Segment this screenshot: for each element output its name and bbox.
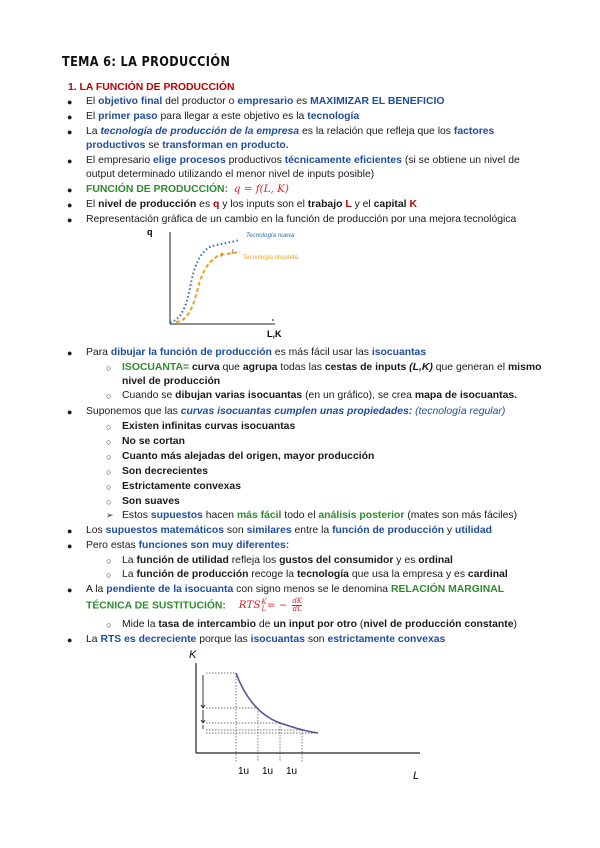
line-tecnologia: La tecnología de producción de la empresa es la relación que refleja que los factores: [86, 126, 495, 137]
delta-k-arrow: [201, 710, 205, 723]
line-produccion-cardinal: La función de producción recoge la tecnología que usa la empresa y es cardinal: [122, 569, 508, 580]
bullet: ●: [67, 156, 73, 166]
sub-bullet: ○: [106, 467, 112, 477]
property-item: Son decrecientes: [122, 466, 209, 477]
line-mapa-isocuantas: Cuando se dibujan varias isocuantas (en un gráfico), se crea mapa de isocuantas.: [122, 390, 518, 401]
bullet: ●: [67, 348, 73, 358]
line-empresario-2: output determinado utilizando el menor nivel de inputs posible): [86, 169, 375, 180]
line-rts-formula: TÉCNICA DE SUSTITUCIÓN: RTS K L = − $\frac{dK}{dL}$: [86, 597, 303, 613]
line-utilidad: La función de utilidad refleja los gustos del consumidor y es ordinal: [122, 555, 453, 566]
tick-label: 1u: [262, 766, 274, 777]
isoquant-curve: [236, 673, 318, 733]
sub-bullet: ○: [106, 570, 112, 580]
property-item: No se cortan: [122, 436, 185, 447]
line-objetivo: El objetivo final del productor o empresario es MAXIMIZAR EL BENEFICIO: [86, 96, 445, 107]
sub-bullet: ○: [106, 620, 112, 630]
bullet: ●: [67, 112, 73, 122]
bullet: ●: [67, 127, 73, 137]
bullet: ●: [67, 97, 73, 107]
tick-label: 1u: [238, 766, 250, 777]
line-isocuanta-def-2: nivel de producción: [122, 376, 221, 387]
line-representacion: Representación gráfica de un cambio en la función de producción por una mejora tecnológica: [86, 214, 517, 225]
chart2-ylabel: K: [189, 649, 197, 661]
line-primer-paso: El primer paso para llegar a este objetivo es la tecnología: [86, 111, 360, 122]
bullet: ●: [67, 585, 73, 595]
sub-bullet: ○: [106, 556, 112, 566]
sub-bullet: ○: [106, 497, 112, 507]
chart2-xlabel: L: [413, 770, 420, 782]
page-title: TEMA 6: LA PRODUCCIÓN: [62, 54, 231, 70]
production-function-chart: [140, 226, 330, 341]
bullet: ●: [67, 635, 73, 645]
bullet: ●: [67, 526, 73, 536]
property-item: Estrictamente convexas: [122, 481, 241, 492]
arrow-bullet: ➢: [106, 510, 114, 520]
sub-bullet: ○: [106, 363, 112, 373]
bullet: ●: [67, 200, 73, 210]
line-pero: Pero estas funciones son muy diferentes:: [86, 540, 290, 551]
new-technology-curve: [170, 240, 240, 322]
chart1-ylabel: q: [147, 227, 153, 237]
line-supuestos-matematicos: Los supuestos matemáticos son similares entre la función de producción y utilidad: [86, 525, 492, 536]
chart1-xlabel: L,K: [267, 329, 282, 339]
tick-label: 1u: [286, 766, 298, 777]
sub-bullet: ○: [106, 482, 112, 492]
line-supuestos: Estos supuestos hacen más fácil todo el análisis posterior (mates son más fáciles): [122, 510, 518, 521]
bullet: ●: [67, 407, 73, 417]
isoquant-rts-chart: [180, 645, 430, 785]
bullet: ●: [67, 215, 73, 225]
section-heading: 1. LA FUNCIÓN DE PRODUCCIÓN: [68, 82, 235, 93]
property-item: Cuanto más alejadas del origen, mayor producción: [122, 451, 375, 462]
sub-bullet: ○: [106, 452, 112, 462]
line-tecnologia-2: productivos se transforman en producto.: [86, 140, 289, 151]
line-isocuanta-def: ISOCUANTA= curva que agrupa todas las cestas de inputs (L,K) que generan el mismo: [122, 362, 542, 373]
axis-dot: [272, 319, 274, 321]
property-item: Existen infinitas curvas isocuantas: [122, 421, 296, 432]
line-nivel-produccion: El nivel de producción es q y los inputs son el trabajo L y el capital K: [86, 199, 417, 210]
line-funcion-produccion: FUNCIÓN DE PRODUCCIÓN: q = f(L, K): [86, 183, 289, 195]
sub-bullet: ○: [106, 437, 112, 447]
bullet: ●: [67, 541, 73, 551]
line-pendiente: A la pendiente de la isocuanta con signo menos se le denomina RELACIÓN MARGINAL: [86, 584, 505, 595]
sub-bullet: ○: [106, 422, 112, 432]
property-item: Son suaves: [122, 496, 180, 507]
line-rts-decreciente: La RTS es decreciente porque las isocuantas son estrictamente convexas: [86, 634, 446, 645]
old-technology-label: Tecnología obsoleta: [243, 254, 299, 261]
bullet: ●: [67, 185, 73, 195]
old-technology-curve: [176, 252, 240, 322]
line-suponemos: Suponemos que las curvas isocuantas cumplen unas propiedades: (tecnología regular): [86, 406, 506, 417]
sub-bullet: ○: [106, 391, 112, 401]
line-mide: Mide la tasa de intercambio de un input por otro (nivel de producción constante): [122, 619, 517, 630]
line-empresario: El empresario elige procesos productivos técnicamente eficientes (si se obtiene un nivel de: [86, 155, 520, 166]
delta-k-arrow: [201, 675, 205, 708]
line-dibujar: Para dibujar la función de producción es más fácil usar las isocuantas: [86, 347, 427, 358]
new-technology-label: Tecnología nueva: [246, 232, 295, 239]
